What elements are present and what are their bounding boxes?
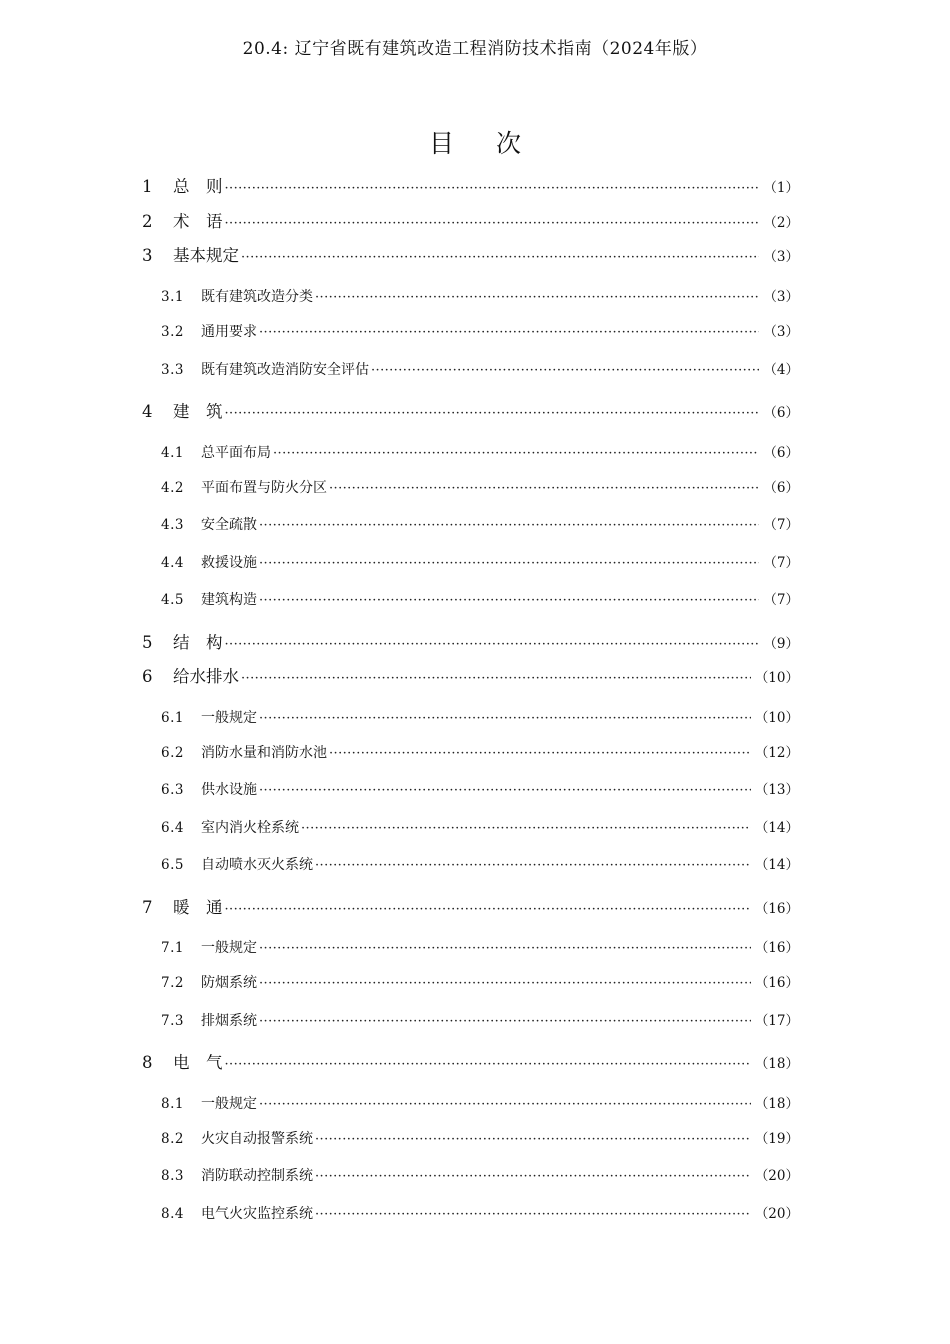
- dot-leader: [329, 735, 751, 773]
- toc-entry-page: （2）: [763, 214, 799, 231]
- table-of-contents: [142, 170, 799, 1233]
- toc-entry-page: （16）: [754, 940, 799, 957]
- toc-entry-page: （6）: [763, 479, 799, 496]
- toc-entry-number: 4.4: [161, 554, 184, 571]
- dot-leader: [241, 241, 759, 276]
- toc-entry-label: 总 则: [173, 177, 223, 196]
- toc-entry-label: 安全疏散: [201, 517, 257, 534]
- toc-entry-label: 基本规定: [173, 246, 239, 266]
- toc-entry-number: 7.1: [161, 940, 184, 957]
- toc-entry-number: 6: [142, 667, 153, 687]
- toc-entry-number: 4.3: [161, 517, 184, 534]
- toc-entry-page: （7）: [763, 592, 799, 609]
- toc-entry-page: （1）: [763, 180, 799, 196]
- dot-leader: [241, 662, 751, 697]
- toc-entry-number: 3.3: [161, 361, 184, 378]
- toc-entry-label: 暖 通: [173, 897, 223, 917]
- toc-entry-page: （14）: [754, 819, 799, 836]
- toc-entry-section[interactable]: [142, 545, 799, 583]
- toc-entry-label: 消防水量和消防水池: [201, 744, 327, 761]
- toc-entry-number: 1: [142, 177, 153, 196]
- toc-entry-page: （14）: [754, 857, 799, 874]
- toc-entry-section[interactable]: [142, 352, 799, 390]
- dot-leader: [225, 622, 760, 668]
- toc-entry-number: 3.1: [161, 289, 184, 306]
- dot-leader: [329, 470, 759, 508]
- toc-entry-page: （3）: [763, 324, 799, 341]
- toc-entry-section[interactable]: [142, 314, 799, 352]
- toc-entry-page: （17）: [754, 1012, 799, 1029]
- toc-entry-label: 一般规定: [201, 709, 257, 726]
- toc-entry-number: 4.2: [161, 479, 184, 496]
- toc-entry-section[interactable]: [142, 772, 799, 810]
- toc-entry-section[interactable]: [142, 1196, 799, 1234]
- toc-entry-page: （3）: [763, 289, 799, 306]
- toc-entry-page: （16）: [754, 900, 799, 917]
- dot-leader: [315, 1158, 751, 1196]
- dot-leader: [371, 352, 759, 390]
- toc-entry-number: 3.2: [161, 324, 184, 341]
- toc-entry-page: （12）: [754, 744, 799, 761]
- toc-entry-section[interactable]: [142, 925, 799, 965]
- dot-leader: [259, 582, 759, 620]
- toc-entry-label: 电 气: [173, 1053, 223, 1073]
- toc-entry-label: 平面布置与防火分区: [201, 479, 327, 496]
- toc-entry-page: （18）: [754, 1056, 799, 1073]
- toc-entry-page: （3）: [763, 249, 799, 266]
- toc-entry-section[interactable]: [142, 274, 799, 314]
- toc-entry-label: 排烟系统: [201, 1012, 257, 1029]
- toc-entry-page: （7）: [763, 517, 799, 534]
- toc-entry-chapter[interactable]: [142, 660, 799, 695]
- toc-entry-number: 8.4: [161, 1205, 184, 1222]
- dot-leader: [301, 810, 751, 848]
- toc-entry-page: （4）: [763, 361, 799, 378]
- toc-entry-section[interactable]: [142, 810, 799, 848]
- toc-entry-chapter[interactable]: [142, 239, 799, 274]
- toc-entry-section[interactable]: [142, 470, 799, 508]
- toc-entry-label: 既有建筑改造分类: [201, 289, 313, 306]
- toc-entry-chapter[interactable]: [142, 885, 799, 926]
- toc-entry-section[interactable]: [142, 735, 799, 773]
- toc-entry-section[interactable]: [142, 1158, 799, 1196]
- toc-entry-page: （20）: [754, 1168, 799, 1185]
- toc-entry-page: （10）: [754, 670, 799, 687]
- toc-title: 目 次: [429, 129, 521, 158]
- dot-leader: [225, 207, 760, 242]
- toc-entry-number: 4: [142, 402, 153, 422]
- toc-entry-label: 自动喷水灭火系统: [201, 857, 313, 874]
- dot-leader: [225, 172, 760, 207]
- toc-entry-label: 术 语: [173, 211, 223, 231]
- toc-entry-number: 6.5: [161, 857, 184, 874]
- toc-entry-section[interactable]: [142, 1081, 799, 1121]
- toc-entry-label: 建 筑: [173, 402, 223, 422]
- toc-entry-number: 6.2: [161, 744, 184, 761]
- dot-leader: [259, 314, 759, 352]
- toc-entry-page: （6）: [763, 405, 799, 422]
- toc-entry-page: （7）: [763, 554, 799, 571]
- toc-entry-number: 8.3: [161, 1168, 184, 1185]
- toc-entry-section[interactable]: [142, 430, 799, 470]
- toc-entry-number: 8: [142, 1053, 153, 1073]
- toc-entry-section[interactable]: [142, 1121, 799, 1159]
- dot-leader: [315, 1196, 751, 1234]
- toc-entry-label: 防烟系统: [201, 975, 257, 992]
- toc-entry-number: 8.1: [161, 1095, 184, 1112]
- toc-entry-section[interactable]: [142, 847, 799, 885]
- dot-leader: [259, 545, 759, 583]
- toc-entry-section[interactable]: [142, 507, 799, 545]
- toc-entry-number: 6.4: [161, 819, 184, 836]
- toc-entry-number: 2: [142, 211, 153, 231]
- toc-entry-chapter[interactable]: [142, 1040, 799, 1081]
- toc-entry-number: 4.1: [161, 444, 184, 461]
- toc-entry-number: 6.3: [161, 782, 184, 799]
- toc-entry-chapter[interactable]: [142, 205, 799, 240]
- toc-entry-label: 总平面布局: [201, 444, 271, 461]
- toc-entry-section[interactable]: [142, 965, 799, 1003]
- toc-entry-label: 一般规定: [201, 940, 257, 957]
- toc-entry-page: （18）: [754, 1095, 799, 1112]
- toc-entry-page: （19）: [754, 1130, 799, 1147]
- dot-leader: [315, 847, 751, 885]
- dot-leader: [315, 1121, 751, 1159]
- toc-entry-page: （6）: [763, 444, 799, 461]
- toc-entry-chapter[interactable]: [142, 620, 799, 661]
- toc-entry-chapter[interactable]: [142, 170, 799, 205]
- toc-entry-page: （16）: [754, 975, 799, 992]
- toc-entry-label: 室内消火栓系统: [201, 819, 299, 836]
- toc-entry-number: 8.2: [161, 1130, 184, 1147]
- toc-entry-label: 火灾自动报警系统: [201, 1130, 313, 1147]
- toc-entry-label: 供水设施: [201, 782, 257, 799]
- dot-leader: [259, 1003, 751, 1041]
- toc-entry-chapter[interactable]: [142, 389, 799, 430]
- toc-entry-section[interactable]: [142, 695, 799, 735]
- toc-entry-section[interactable]: [142, 582, 799, 620]
- toc-entry-page: （20）: [754, 1205, 799, 1222]
- page-header: 20.4: 辽宁省既有建筑改造工程消防技术指南（2024年版）: [242, 39, 708, 59]
- toc-entry-label: 电气火灾监控系统: [201, 1205, 313, 1222]
- toc-entry-number: 5: [142, 632, 153, 652]
- toc-entry-label: 通用要求: [201, 324, 257, 341]
- toc-entry-label: 救援设施: [201, 554, 257, 571]
- toc-entry-number: 3: [142, 246, 153, 266]
- dot-leader: [259, 965, 751, 1003]
- dot-leader: [259, 772, 751, 810]
- toc-entry-number: 7.3: [161, 1012, 184, 1029]
- toc-entry-label: 给水排水: [173, 667, 239, 687]
- toc-entry-label: 结 构: [173, 632, 223, 652]
- dot-leader: [259, 507, 759, 545]
- toc-entry-label: 一般规定: [201, 1095, 257, 1112]
- toc-entry-page: （9）: [763, 635, 799, 652]
- toc-entry-number: 7: [142, 897, 153, 917]
- toc-entry-number: 7.2: [161, 975, 184, 992]
- toc-entry-label: 建筑构造: [201, 592, 257, 609]
- toc-entry-number: 4.5: [161, 592, 184, 609]
- toc-entry-section[interactable]: [142, 1003, 799, 1041]
- toc-entry-page: （10）: [754, 709, 799, 726]
- toc-entry-page: （13）: [754, 782, 799, 799]
- toc-entry-number: 6.1: [161, 709, 184, 726]
- toc-entry-label: 消防联动控制系统: [201, 1168, 313, 1185]
- toc-entry-label: 既有建筑改造消防安全评估: [201, 361, 369, 378]
